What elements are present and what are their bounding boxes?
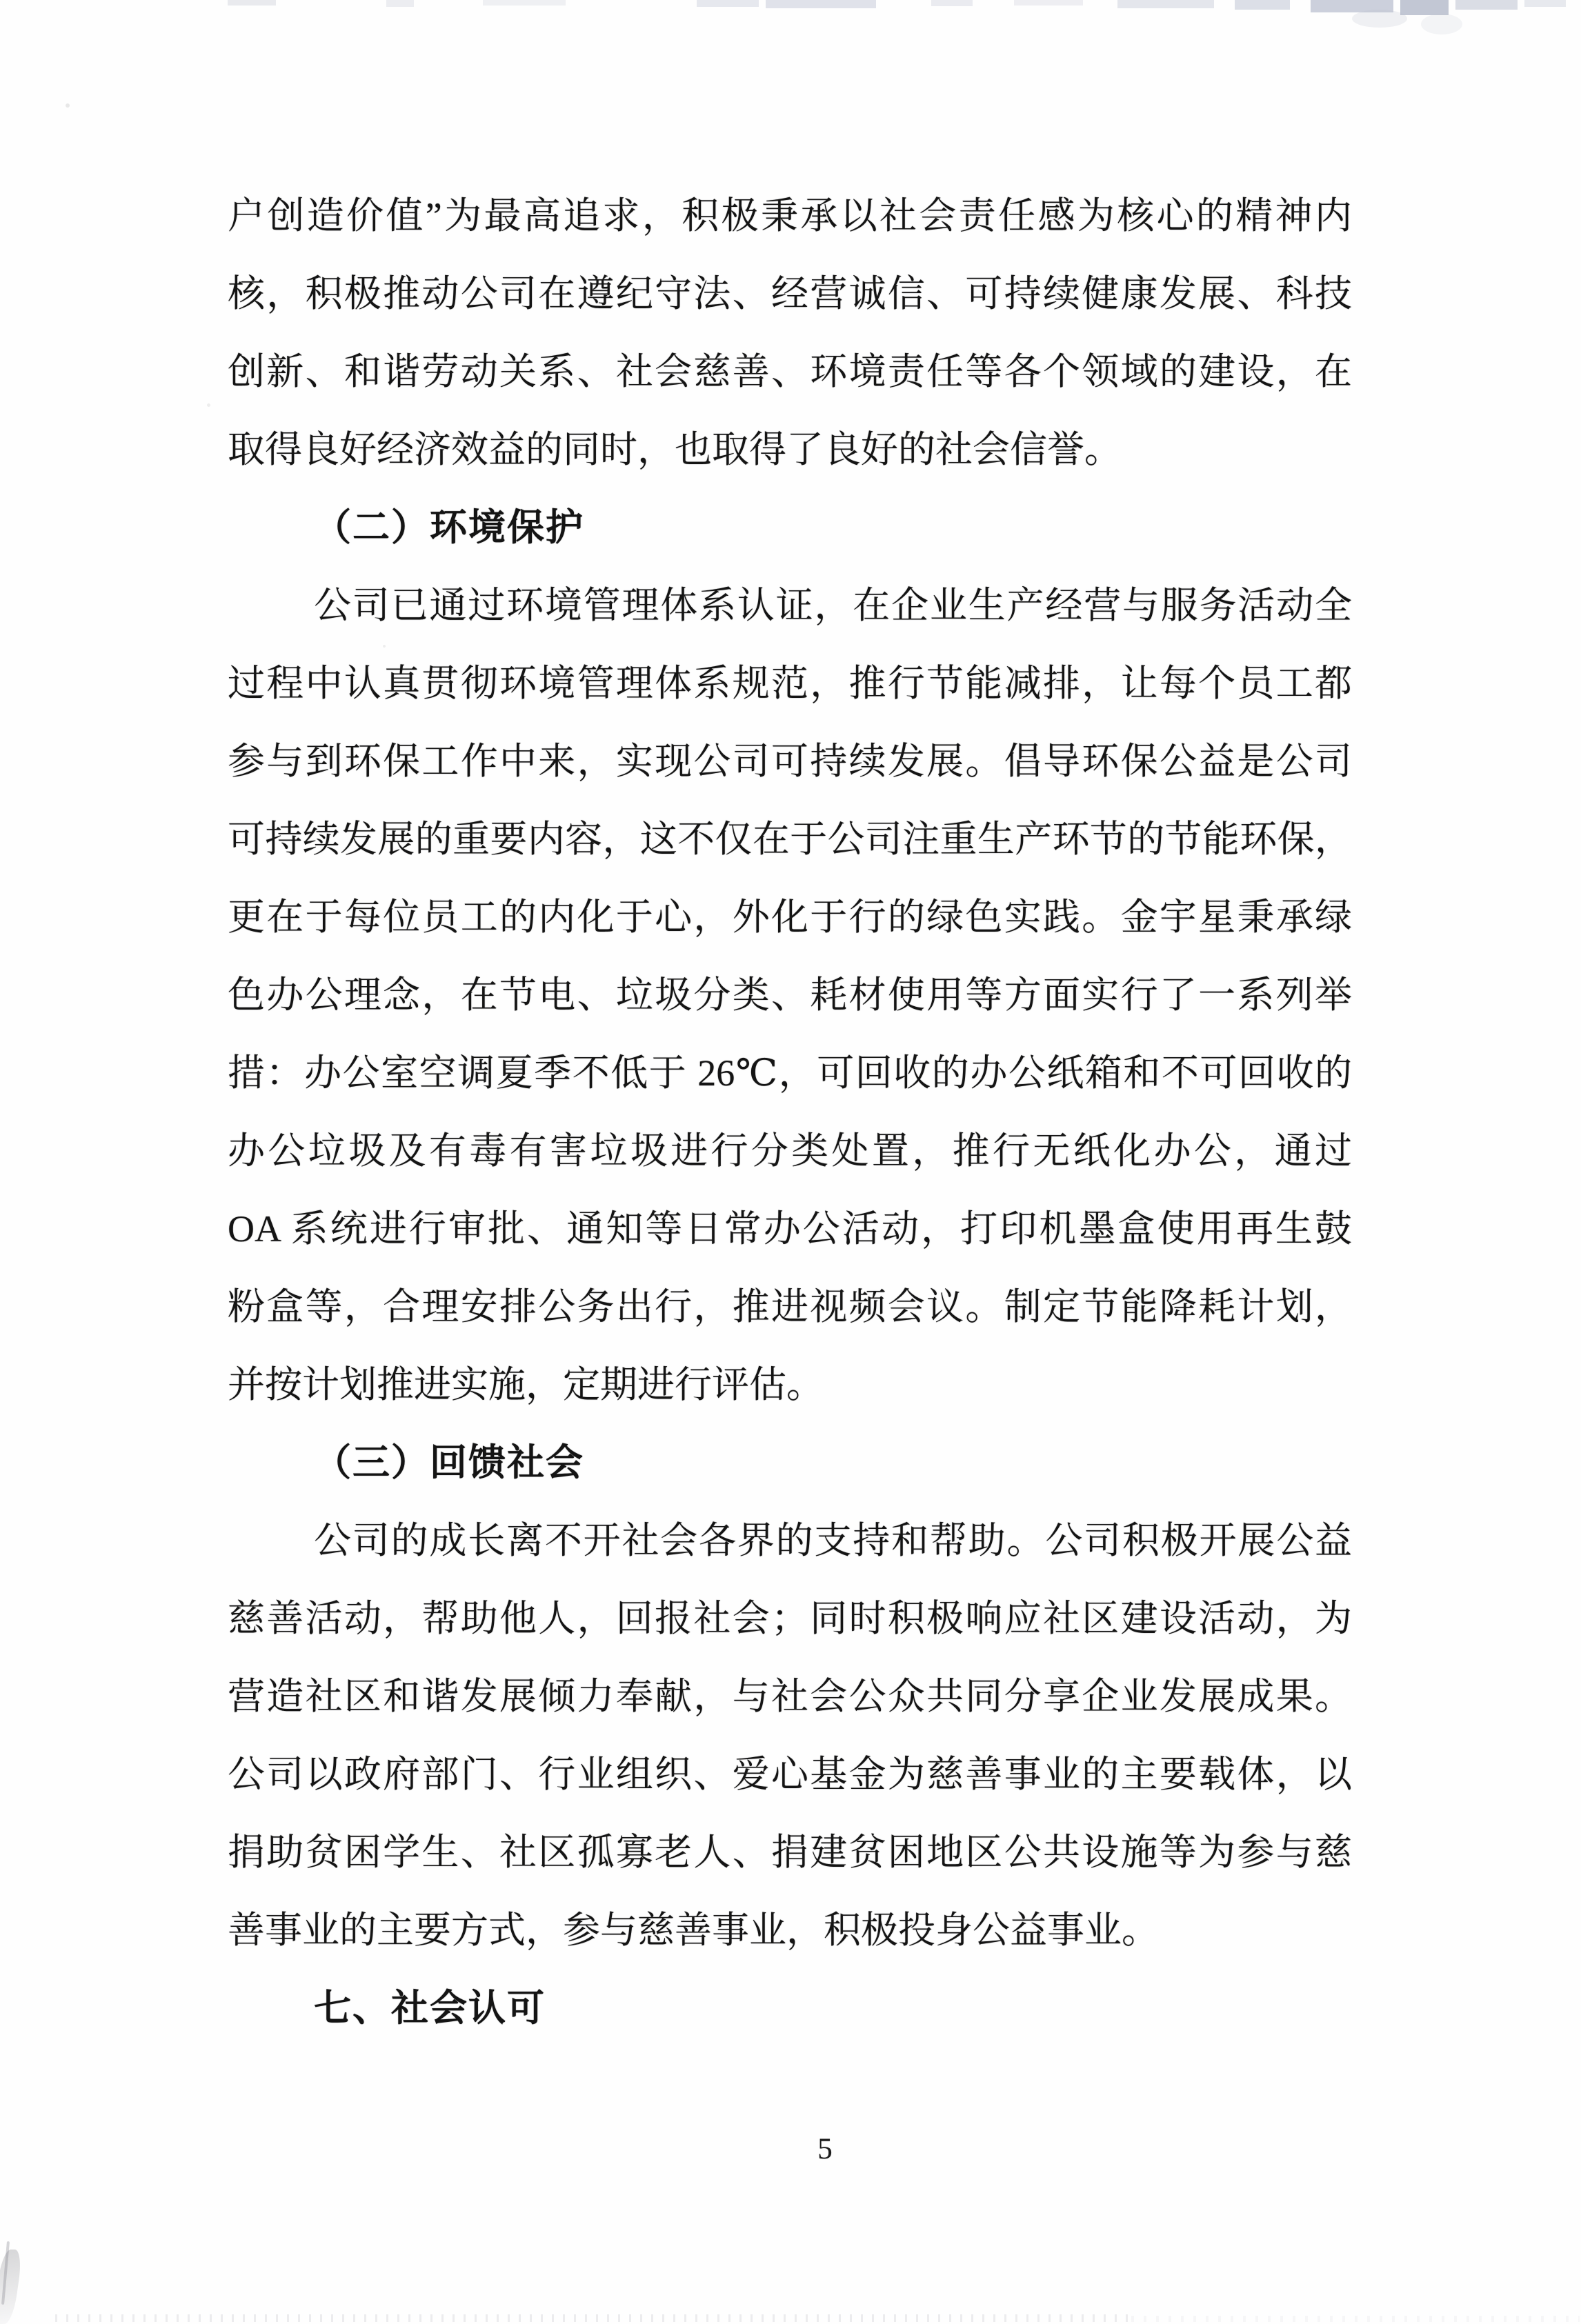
scan-artifact	[55, 2314, 1131, 2322]
text-line: 更在于每位员工的内化于心，外化于行的绿色实践。金宇星秉承绿	[228, 896, 1352, 938]
text-line: 核，积极推动公司在遵纪守法、经营诚信、可持续健康发展、科技	[228, 273, 1352, 314]
text-line: 措：办公室空调夏季不低于 26℃，可回收的办公纸箱和不可回收的	[228, 1052, 1352, 1094]
document-body	[228, 177, 1352, 2047]
text-line: 并按计划推进实施，定期进行评估。	[228, 1364, 824, 1405]
text-line: 慈善活动，帮助他人，回报社会；同时积极响应社区建设活动，为	[228, 1598, 1352, 1639]
text-line: 取得良好经济效益的同时，也取得了良好的社会信誉。	[228, 429, 1122, 470]
text-line: 公司的成长离不开社会各界的支持和帮助。公司积极开展公益	[314, 1520, 1352, 1561]
text-line: 公司以政府部门、行业组织、爱心基金为慈善事业的主要载体，以	[228, 1754, 1352, 1795]
text-line: OA 系统进行审批、通知等日常办公活动，打印机墨盒使用再生鼓	[228, 1208, 1352, 1250]
text-line: 可持续发展的重要内容，这不仅在于公司注重生产环节的节能环保，	[228, 819, 1352, 860]
text-line: 户创造价值”为最高追求，积极秉承以社会责任感为核心的精神内	[228, 195, 1352, 237]
text-line: 善事业的主要方式，参与慈善事业，积极投身公益事业。	[228, 1910, 1159, 1951]
text-line: 参与到环保工作中来，实现公司可持续发展。倡导环保公益是公司	[228, 741, 1352, 782]
text-line: 过程中认真贯彻环境管理体系规范，推行节能减排，让每个员工都	[228, 663, 1352, 704]
page-number: 5	[817, 2133, 833, 2165]
scan-artifact	[1131, 2316, 1580, 2322]
section-heading-society: （三）回馈社会	[314, 1442, 584, 1483]
text-line: 营造社区和谐发展倾力奉献，与社会公众共同分享企业发展成果。	[228, 1676, 1352, 1717]
text-line: 粉盒等，合理安排公务出行，推进视频会议。制定节能降耗计划，	[228, 1286, 1352, 1328]
section-heading-recognition: 七、社会认可	[314, 1987, 546, 2029]
text-line: 公司已通过环境管理体系认证，在企业生产经营与服务活动全	[314, 585, 1352, 626]
section-heading-environment: （二）环境保护	[314, 507, 584, 548]
text-line: 色办公理念，在节电、垃圾分类、耗材使用等方面实行了一系列举	[228, 974, 1352, 1016]
text-line: 办公垃圾及有毒有害垃圾进行分类处置，推行无纸化办公，通过	[228, 1130, 1352, 1172]
text-line: 创新、和谐劳动关系、社会慈善、环境责任等各个领域的建设，在	[228, 351, 1352, 392]
text-line: 捐助贫困学生、社区孤寡老人、捐建贫困地区公共设施等为参与慈	[228, 1832, 1352, 1873]
